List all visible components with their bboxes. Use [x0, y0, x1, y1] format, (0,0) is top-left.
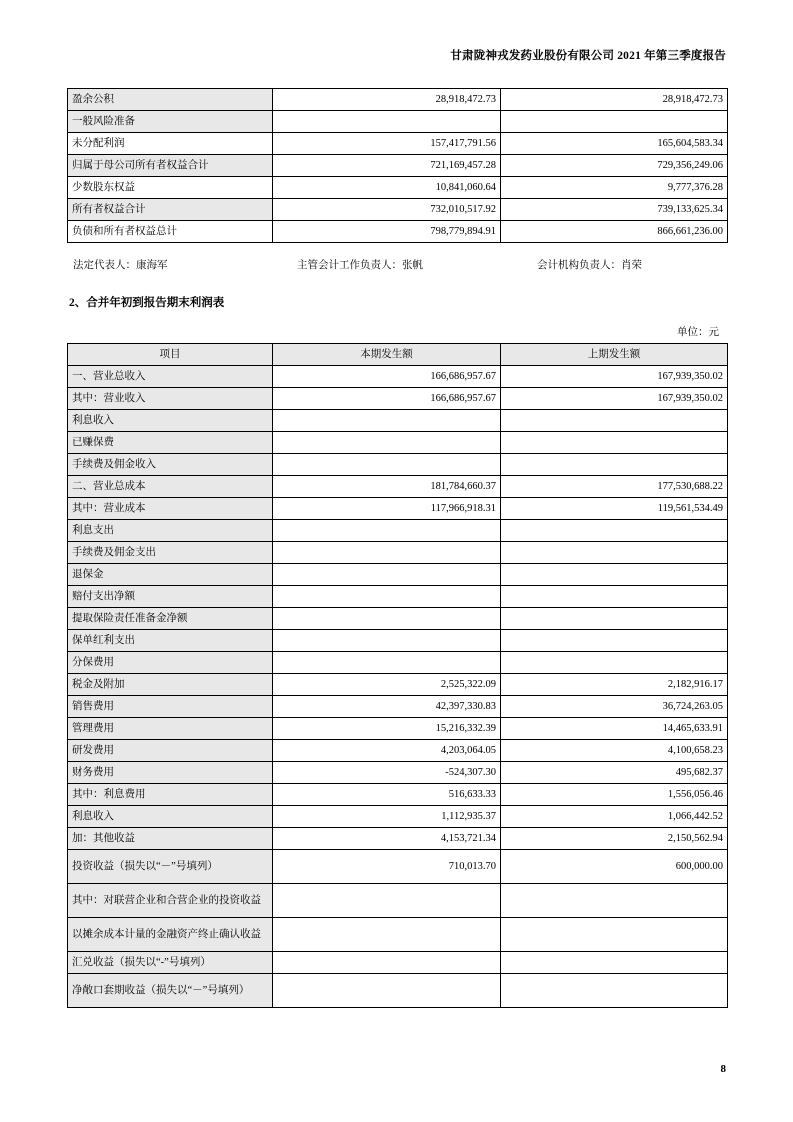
row-value-current: 15,216,332.39 — [273, 718, 501, 740]
row-label: 利息收入 — [68, 410, 273, 432]
row-value-previous: 2,182,916.17 — [501, 674, 728, 696]
row-value-current: 28,918,472.73 — [273, 89, 501, 111]
table-row — [68, 89, 728, 111]
row-value-current: 181,784,660.37 — [273, 476, 501, 498]
row-label: 分保费用 — [68, 652, 273, 674]
table-row — [68, 177, 728, 199]
table-row — [68, 828, 728, 850]
row-value-previous — [501, 520, 728, 542]
table-row — [68, 608, 728, 630]
row-value-current: 516,633.33 — [273, 784, 501, 806]
table-row — [68, 155, 728, 177]
balance-sheet-table — [67, 88, 728, 243]
row-value-current — [273, 564, 501, 586]
row-label: 保单红利支出 — [68, 630, 273, 652]
row-value-previous: 28,918,472.73 — [501, 89, 728, 111]
row-label: 已赚保费 — [68, 432, 273, 454]
row-value-current — [273, 586, 501, 608]
row-value-previous — [501, 608, 728, 630]
row-value-previous: 2,150,562.94 — [501, 828, 728, 850]
row-value-previous: 4,100,658.23 — [501, 740, 728, 762]
accounting-org-head: 会计机构负责人：肖荣 — [537, 260, 642, 271]
table-row — [68, 974, 728, 1008]
row-value-current: 166,686,957.67 — [273, 388, 501, 410]
column-header: 项目 — [68, 344, 273, 366]
row-value-current: 117,966,918.31 — [273, 498, 501, 520]
row-label: 其中：营业成本 — [68, 498, 273, 520]
table-row — [68, 111, 728, 133]
row-label: 退保金 — [68, 564, 273, 586]
row-value-previous: 167,939,350.02 — [501, 366, 728, 388]
row-label: 未分配利润 — [68, 133, 273, 155]
unit-label: 单位：元 — [677, 327, 719, 338]
income-statement-table — [67, 343, 728, 1008]
row-value-previous: 1,066,442.52 — [501, 806, 728, 828]
row-label: 所有者权益合计 — [68, 199, 273, 221]
row-label: 利息支出 — [68, 520, 273, 542]
row-value-previous — [501, 630, 728, 652]
row-label: 财务费用 — [68, 762, 273, 784]
table-row — [68, 366, 728, 388]
table-row — [68, 918, 728, 952]
row-label: 投资收益（损失以“－”号填列） — [68, 850, 273, 884]
row-label: 研发费用 — [68, 740, 273, 762]
row-value-current — [273, 918, 501, 952]
row-value-previous — [501, 111, 728, 133]
row-label: 其中：营业收入 — [68, 388, 273, 410]
table-row — [68, 784, 728, 806]
row-label: 赔付支出净额 — [68, 586, 273, 608]
accounting-head: 主管会计工作负责人：张帆 — [297, 260, 423, 271]
table-row — [68, 564, 728, 586]
table-row — [68, 718, 728, 740]
table-row — [68, 133, 728, 155]
row-value-previous: 739,133,625.34 — [501, 199, 728, 221]
row-value-previous: 600,000.00 — [501, 850, 728, 884]
row-label: 少数股东权益 — [68, 177, 273, 199]
row-value-current: 10,841,060.64 — [273, 177, 501, 199]
section-title: 2、合并年初到报告期末利润表 — [69, 297, 225, 309]
table-row — [68, 850, 728, 884]
table-row — [68, 740, 728, 762]
table-row — [68, 476, 728, 498]
page-content — [67, 88, 727, 1008]
row-value-previous: 729,356,249.06 — [501, 155, 728, 177]
row-value-previous — [501, 410, 728, 432]
row-value-current: 1,112,935.37 — [273, 806, 501, 828]
row-value-current — [273, 432, 501, 454]
balance-sheet-body — [68, 89, 728, 243]
row-value-previous: 866,661,236.00 — [501, 221, 728, 243]
row-value-current — [273, 520, 501, 542]
row-label: 一般风险准备 — [68, 111, 273, 133]
table-row — [68, 542, 728, 564]
row-label: 销售费用 — [68, 696, 273, 718]
row-value-previous — [501, 564, 728, 586]
row-value-previous — [501, 586, 728, 608]
table-row — [68, 498, 728, 520]
row-value-current: 4,203,064.05 — [273, 740, 501, 762]
row-value-previous — [501, 952, 728, 974]
row-value-previous — [501, 974, 728, 1008]
signature-row — [67, 257, 727, 272]
row-value-previous: 177,530,688.22 — [501, 476, 728, 498]
row-value-current — [273, 974, 501, 1008]
row-value-previous: 495,682.37 — [501, 762, 728, 784]
row-value-previous — [501, 884, 728, 918]
row-value-current: 798,779,894.91 — [273, 221, 501, 243]
row-value-previous: 9,777,376.28 — [501, 177, 728, 199]
row-value-current — [273, 542, 501, 564]
row-label: 盈余公积 — [68, 89, 273, 111]
row-label: 一、营业总收入 — [68, 366, 273, 388]
table-row — [68, 884, 728, 918]
row-label: 手续费及佣金收入 — [68, 454, 273, 476]
row-label: 归属于母公司所有者权益合计 — [68, 155, 273, 177]
table-row — [68, 630, 728, 652]
page-header: 甘肃陇神戎发药业股份有限公司 2021 年第三季度报告 — [450, 50, 726, 62]
row-value-previous — [501, 918, 728, 952]
table-row — [68, 221, 728, 243]
table-row — [68, 652, 728, 674]
table-row — [68, 410, 728, 432]
column-header: 本期发生额 — [273, 344, 501, 366]
row-value-current: 42,397,330.83 — [273, 696, 501, 718]
row-label: 利息收入 — [68, 806, 273, 828]
row-value-previous: 14,465,633.91 — [501, 718, 728, 740]
row-value-current — [273, 111, 501, 133]
row-value-current: 710,013.70 — [273, 850, 501, 884]
page-number: 8 — [720, 1063, 726, 1075]
row-value-current: 157,417,791.56 — [273, 133, 501, 155]
row-value-current — [273, 630, 501, 652]
row-value-current: 166,686,957.67 — [273, 366, 501, 388]
row-value-previous — [501, 454, 728, 476]
row-label: 二、营业总成本 — [68, 476, 273, 498]
row-label: 其中：对联营企业和合营企业的投资收益 — [68, 884, 273, 918]
row-label: 负债和所有者权益总计 — [68, 221, 273, 243]
table-row — [68, 696, 728, 718]
row-value-current — [273, 608, 501, 630]
row-label: 手续费及佣金支出 — [68, 542, 273, 564]
row-value-current: -524,307.30 — [273, 762, 501, 784]
row-value-previous: 36,724,263.05 — [501, 696, 728, 718]
row-value-current: 732,010,517.92 — [273, 199, 501, 221]
table-row — [68, 952, 728, 974]
row-value-previous: 119,561,534.49 — [501, 498, 728, 520]
legal-representative: 法定代表人：康海军 — [73, 260, 168, 271]
row-value-previous: 167,939,350.02 — [501, 388, 728, 410]
income-statement-body — [68, 366, 728, 1008]
row-value-current — [273, 884, 501, 918]
table-row — [68, 762, 728, 784]
table-row — [68, 520, 728, 542]
table-row — [68, 806, 728, 828]
row-label: 加：其他收益 — [68, 828, 273, 850]
table-row — [68, 586, 728, 608]
row-value-previous — [501, 432, 728, 454]
row-value-previous — [501, 652, 728, 674]
row-label: 管理费用 — [68, 718, 273, 740]
row-value-current: 4,153,721.34 — [273, 828, 501, 850]
row-value-current — [273, 410, 501, 432]
table-row — [68, 432, 728, 454]
row-label: 税金及附加 — [68, 674, 273, 696]
row-label: 净敞口套期收益（损失以“－”号填列） — [68, 974, 273, 1008]
row-label: 其中：利息费用 — [68, 784, 273, 806]
row-value-current: 721,169,457.28 — [273, 155, 501, 177]
income-statement-head — [68, 344, 728, 366]
row-label: 汇兑收益（损失以“-”号填列） — [68, 952, 273, 974]
row-value-current — [273, 652, 501, 674]
row-value-previous: 1,556,056.46 — [501, 784, 728, 806]
column-header: 上期发生额 — [501, 344, 728, 366]
row-value-previous: 165,604,583.34 — [501, 133, 728, 155]
table-row — [68, 388, 728, 410]
table-header-row — [68, 344, 728, 366]
row-label: 以摊余成本计量的金融资产终止确认收益 — [68, 918, 273, 952]
table-row — [68, 674, 728, 696]
row-value-previous — [501, 542, 728, 564]
row-value-current — [273, 952, 501, 974]
table-row — [68, 454, 728, 476]
row-value-current — [273, 454, 501, 476]
table-row — [68, 199, 728, 221]
row-value-current: 2,525,322.09 — [273, 674, 501, 696]
row-label: 提取保险责任准备金净额 — [68, 608, 273, 630]
